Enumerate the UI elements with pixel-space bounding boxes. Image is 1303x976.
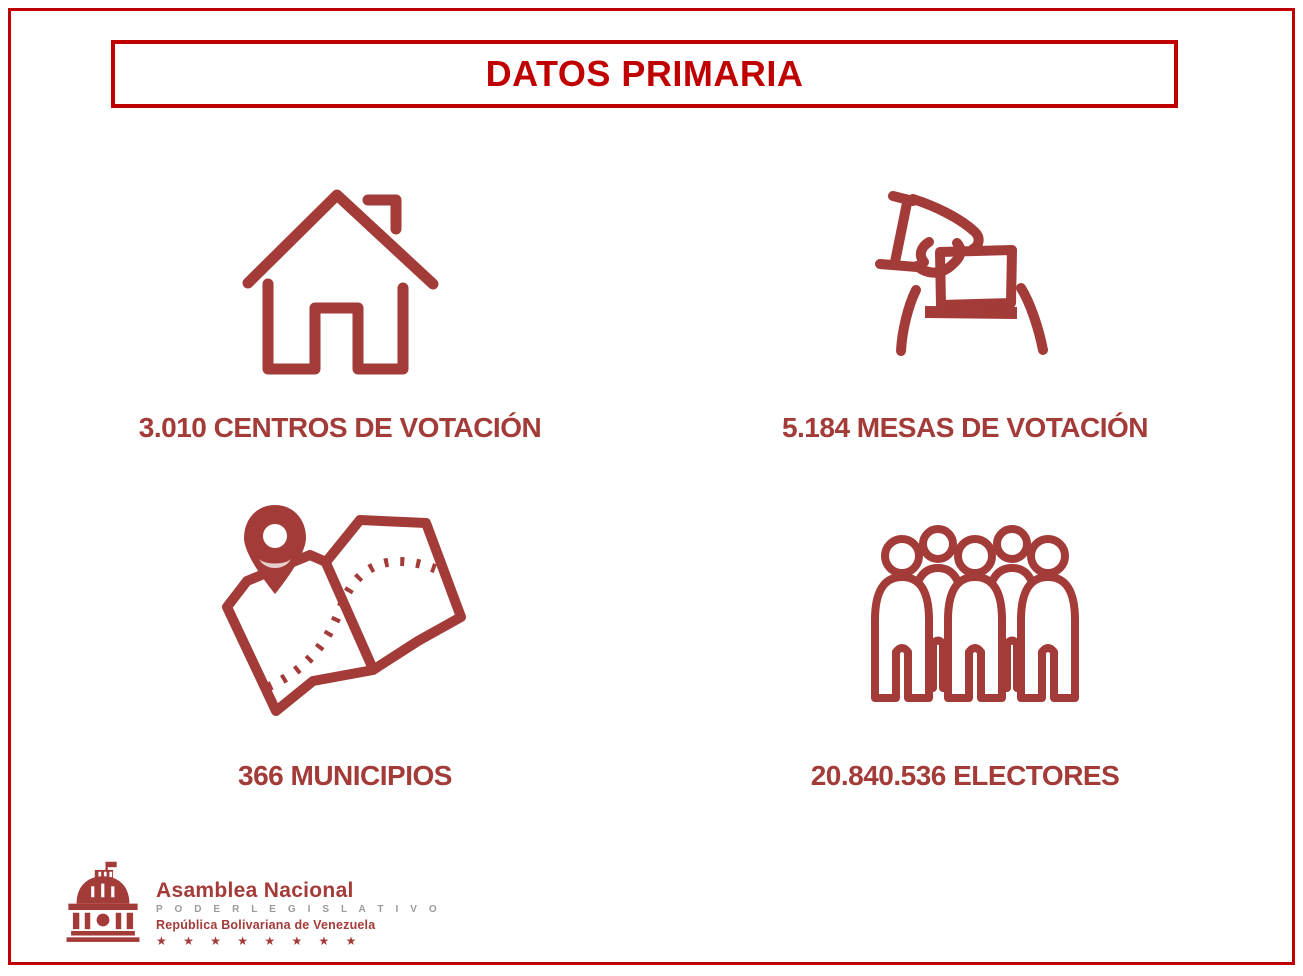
org-name: Asamblea Nacional — [156, 879, 354, 902]
people-group-icon — [860, 520, 1090, 705]
stat-label-electores: 20.840.536 ELECTORES — [810, 760, 1120, 791]
logo-text-block — [156, 858, 441, 947]
capitol-building-icon — [62, 858, 144, 942]
stat-label-mesas: 5.184 MESAS DE VOTACIÓN — [781, 412, 1149, 443]
map-pin-icon — [213, 497, 478, 727]
stat-municipios — [95, 492, 595, 792]
stat-label-centros: 3.010 CENTROS DE VOTACIÓN — [138, 412, 542, 443]
org-stars: ★ ★ ★ ★ ★ ★ ★ ★ — [156, 933, 363, 948]
page-title: DATOS PRIMARIA — [485, 53, 804, 94]
org-country: República Bolivariana de Venezuela — [156, 918, 376, 932]
slide-border — [8, 8, 1295, 965]
stat-label-municipios: 366 MUNICIPIOS — [238, 760, 452, 791]
stat-electores — [715, 492, 1215, 792]
ballot-box-icon — [865, 186, 1065, 376]
org-subtitle: P O D E R L E G I S L A T I V O — [156, 904, 442, 915]
stat-mesas-de-votacion — [715, 168, 1215, 444]
title-box — [111, 40, 1178, 108]
asamblea-nacional-logo — [62, 858, 441, 947]
house-icon — [240, 186, 440, 376]
stat-centros-de-votacion — [95, 168, 585, 444]
